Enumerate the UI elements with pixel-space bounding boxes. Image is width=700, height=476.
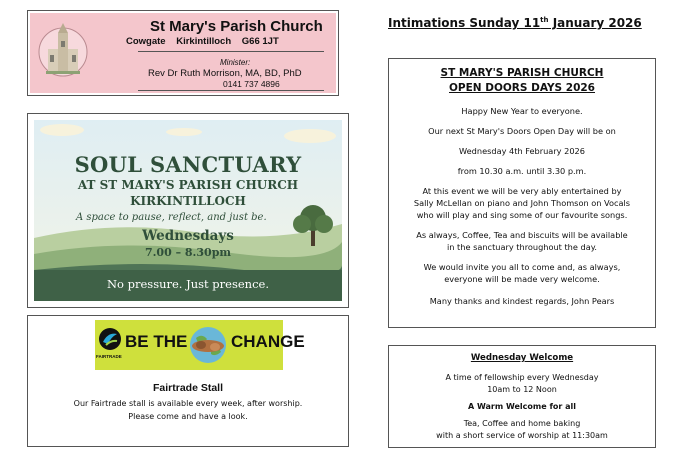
poster-subtitle-town: KIRKINTILLOCH: [130, 194, 246, 208]
intimations-ordinal: th: [540, 16, 549, 24]
open-doors-invite-2: everyone will be made very welcome.: [444, 274, 600, 284]
fairtrade-mark-icon: [99, 328, 121, 350]
fairtrade-title: Fairtrade Stall: [152, 382, 224, 394]
open-doors-refreshments-2: in the sanctuary throughout the day.: [446, 242, 598, 252]
church-phone: 0141 737 4896: [223, 79, 280, 89]
fairtrade-notice: [27, 315, 349, 447]
poster-subtitle-church: AT ST MARY'S PARISH CHURCH: [77, 178, 299, 192]
open-doors-event-3: who will play and sing some of our favourite songs.: [416, 210, 628, 220]
open-doors-event-2: Sally McLellan on piano and John Thomson on Vocals: [413, 198, 631, 208]
fairtrade-mark-label: FAIRTRADE: [96, 354, 122, 359]
hands-globe-icon: [187, 323, 229, 367]
welcome-heading: Wednesday Welcome: [470, 353, 574, 363]
church-header: [27, 10, 339, 96]
welcome-line-3: A Warm Welcome for all: [467, 402, 577, 411]
welcome-line-5: with a short service of worship at 11:30am: [436, 431, 608, 440]
poster-footer: No pressure. Just presence.: [106, 277, 269, 291]
banner-text-left: BE THE: [125, 332, 188, 351]
poster-artwork: [34, 120, 342, 301]
wednesday-welcome-notice: [388, 345, 656, 448]
intimations-prefix: Intimations Sunday 11: [388, 16, 541, 30]
header-divider-bottom: [138, 90, 324, 91]
minister-label: Minister:: [220, 58, 251, 67]
open-doors-event-1: At this event we will be very ably entertained by: [422, 186, 622, 196]
poster-title: SOUL SANCTUARY: [74, 152, 302, 177]
header-divider-top: [138, 51, 324, 52]
poster-time: 7.00 – 8.30pm: [144, 246, 232, 259]
address-street: Cowgate: [126, 36, 166, 47]
open-doors-next: Our next St Mary's Doors Open Day will be on: [428, 126, 616, 136]
open-doors-time: from 10.30 a.m. until 3.30 p.m.: [457, 166, 587, 176]
open-doors-refreshments-1: As always, Coffee, Tea and biscuits will be available: [416, 230, 628, 240]
address-town: Kirkintilloch: [176, 36, 232, 47]
poster-day: Wednesdays: [142, 228, 234, 244]
open-doors-date: Wednesday 4th February 2026: [459, 146, 585, 156]
open-doors-invite-1: We would invite you all to come and, as always,: [423, 262, 621, 272]
church-logo-icon: [38, 19, 88, 85]
welcome-line-4: Tea, Coffee and home baking: [463, 419, 581, 428]
be-the-change-banner: [95, 320, 305, 370]
welcome-line-2: 10am to 12 Noon: [487, 385, 557, 394]
minister-name: Rev Dr Ruth Morrison, MA, BD, PhD: [148, 68, 302, 79]
landscape-illustration: [34, 120, 342, 301]
church-header-panel: [30, 13, 336, 93]
fairtrade-line-1: Our Fairtrade stall is available every week, after worship.: [73, 399, 303, 408]
poster-tagline: A space to pause, reflect, and just be.: [76, 212, 267, 223]
soul-sanctuary-poster: [27, 113, 349, 308]
open-doors-heading-2: OPEN DOORS DAYS 2026: [449, 82, 595, 94]
church-address: [126, 36, 287, 47]
open-doors-greeting: Happy New Year to everyone.: [461, 106, 583, 116]
church-name: St Mary's Parish Church: [150, 18, 323, 35]
open-doors-heading-1: ST MARY'S PARISH CHURCH: [440, 67, 604, 79]
intimations-rest: January 2026: [548, 16, 642, 30]
banner-text-right: CHANGE: [231, 332, 305, 351]
intimations-heading: [388, 16, 642, 30]
open-doors-signoff: Many thanks and kindest regards, John Pears: [429, 296, 615, 306]
open-doors-notice: [388, 58, 656, 328]
welcome-line-1: A time of fellowship every Wednesday: [445, 373, 599, 382]
fairtrade-line-2: Please come and have a look.: [128, 412, 248, 421]
address-postcode: G66 1JT: [241, 36, 279, 47]
